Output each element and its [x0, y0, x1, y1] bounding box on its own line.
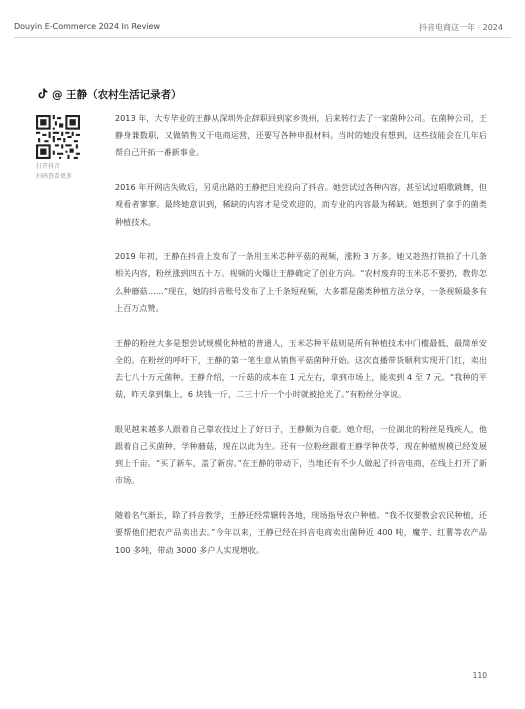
page-number: 110 [472, 671, 487, 680]
qr-caption-scan: 扫码查看更多 [36, 173, 73, 180]
qr-code[interactable] [36, 115, 80, 159]
running-header-title: Douyin E-Commerce 2024 In Review [14, 22, 161, 31]
running-header-section: 抖音电商这一年 · 2024 [419, 23, 503, 32]
douyin-icon [38, 88, 48, 102]
author-heading [38, 87, 182, 102]
qr-caption-open: 打开抖音 [36, 163, 61, 170]
paragraph: 2019 年初，王静在抖音上发布了一条用玉米芯种平菇的视频，涨粉 3 万多。她又趁热打铁拍了十几条相关内容，粉丝涨到四五十万。视频的火爆让王静确定了创业方向。“农村废弃的玉米芯不要扔，教你怎么种蘑菇……”现在，她的抖音账号发布了上千条短视频，大多都是菌类种植方法分享，一条视频最多有上百万点赞。 [115, 251, 487, 313]
paragraph: 2016 年开网店失败后，另觅出路的王静把目光投向了抖音。她尝试过各种内容，甚至试过唱歌跳舞，但观看者寥寥。最终她意识到，稀缺的内容才是受欢迎的，而专业的内容最为稀缺。她想到了拿手的菌类种植技术。 [115, 182, 487, 227]
author-handle: @ 王静（农村生活记录者） [52, 89, 182, 101]
article-body [115, 110, 487, 576]
header-divider [14, 37, 511, 38]
paragraph: 王静的粉丝大多是想尝试规模化种植的普通人，玉米芯种平菇则是所有种植技术中门槛最低、最简单安全的。在粉丝的呼吁下，王静的第一笔生意从销售平菇菌种开始。这次直播带货顺利实现开门红，卖出去七八十万元菌种。王静介绍，一斤菇的成本在 1 元左右，拿到市场上，能卖到 4 至 7 元。“我种的平菇，昨天拿到集上，6 块钱一斤，二三十斤一个小时就被抢光了。”有粉丝分享说。 [115, 337, 487, 400]
paragraph: 眼见越来越多人跟着自己靠农技过上了好日子，王静颇为自豪。她介绍，一位湖北的粉丝是残疾人，他跟着自己买菌种、学种蘑菇，现在以此为生。还有一位粉丝跟着王静学种茯苓，现在种植规模已经发展到上千亩。“买了新车，盖了新房。”在王静的带动下，当地还有不少人做起了抖音电商，在线上打开了新市场。 [115, 423, 487, 486]
paragraph: 2013 年，大专毕业的王静从深圳外企辞职回到家乡贵州，后来转行去了一家菌种公司。在菌种公司，王静身兼数职，又做销售又干电商运营，还要写各种申报材料。当时的她没有想到，这些技能会在几年后帮自己开拓一番新事业。 [115, 113, 487, 158]
paragraph: 随着名气渐长，除了抖音教学，王静还经常辗转各地，现场指导农户种植。“我不仅要教会农民种植，还要帮他们把农产品卖出去。”今年以来，王静已经在抖音电商卖出菌种近 400 吨，魔芋、红薯等农产品 100 多吨，带动 3000 多户人实现增收。 [115, 510, 487, 555]
